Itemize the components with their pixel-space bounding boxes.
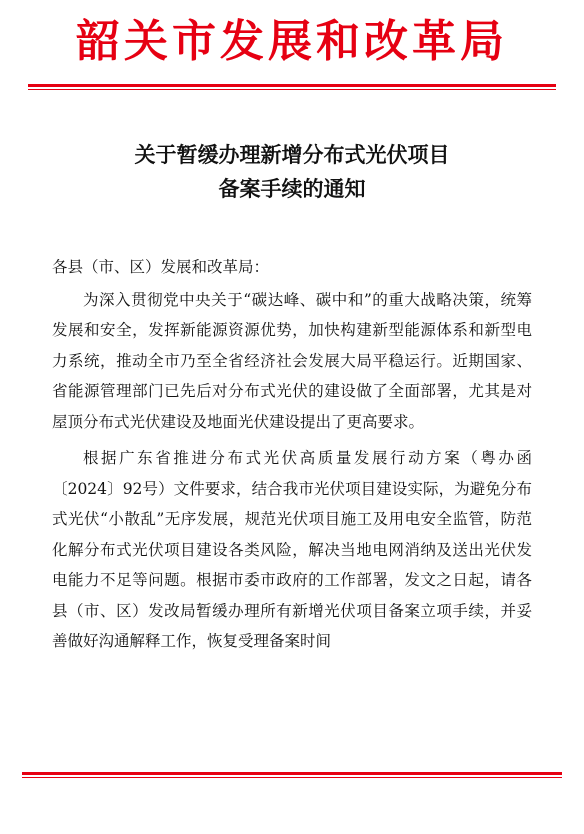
footer-red-rule-thin xyxy=(22,777,562,778)
notice-title xyxy=(0,138,584,206)
salutation: 各县（市、区）发展和改革局： xyxy=(52,258,270,276)
footer-red-rule xyxy=(22,772,562,775)
masthead-red-rule xyxy=(28,84,556,87)
body-paragraph-2: 根据广东省推进分布式光伏高质量发展行动方案（粤办函〔2024〕92号）文件要求，结合我市光伏项目建设实际，为避免分布式光伏“小散乱”无序发展，规范光伏项目施工及用电安全监管，防范化解分布式光伏项目建设各类风险，解决当地电网消纳及送出光伏发电能力不足等问题。根据市委市政府的工作部署，发文之日起，请各县（市、区）发改局暂缓办理所有新增光伏项目备案立项手续，并妥善做好沟通解释工作，恢复受理备案时间 xyxy=(52,449,532,650)
masthead-org-name: 韶关市发展和改革局 xyxy=(76,16,508,67)
masthead-red-rule-thin xyxy=(28,89,556,90)
notice-body xyxy=(52,252,532,657)
notice-title-line-2: 备案手续的通知 xyxy=(218,176,366,201)
notice-title-line-1: 关于暂缓办理新增分布式光伏项目 xyxy=(134,142,450,167)
body-paragraph-1: 为深入贯彻党中央关于“碳达峰、碳中和”的重大战略决策，统筹发展和安全，发挥新能源资源优势，加快构建新型能源体系和新型电力系统，推动全市乃至全省经济社会发展大局平稳运行。近期国家、省能源管理部门已先后对分布式光伏的建设做了全面部署，尤其是对屋顶分布式光伏建设及地面光伏建设提出了更高要求。 xyxy=(52,290,532,431)
